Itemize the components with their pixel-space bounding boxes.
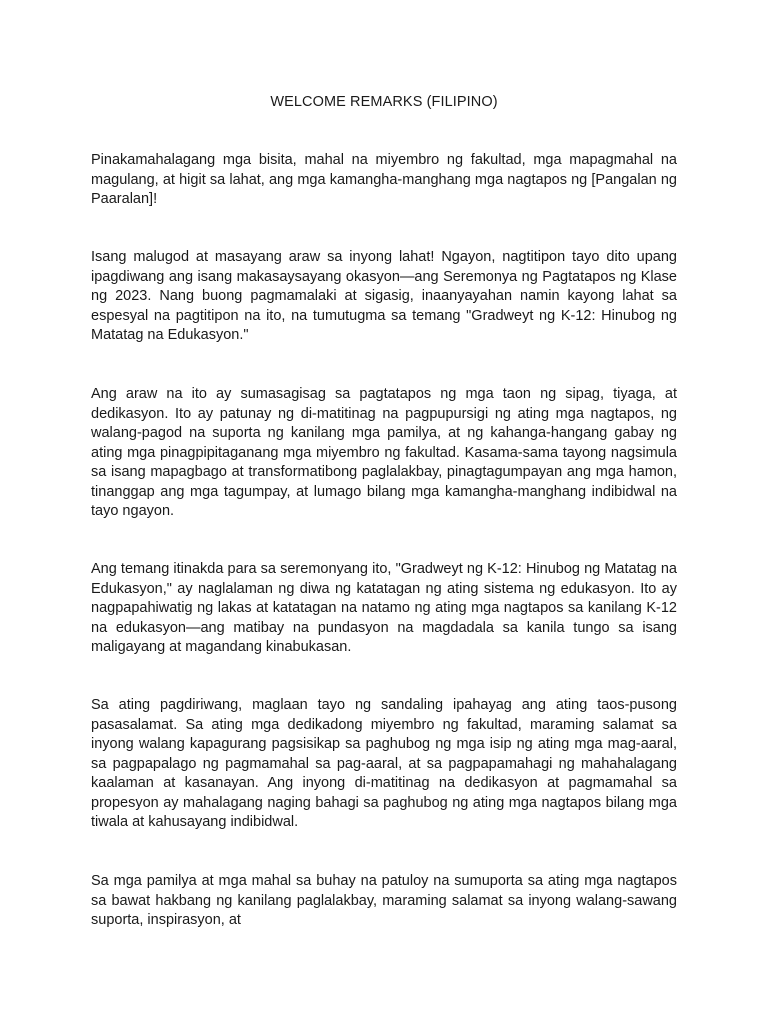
paragraph-significance: Ang araw na ito ay sumasagisag sa pagtatapos ng mga taon ng sipag, tiyaga, at dedikasyon. Ito ay patunay ng di-matitinag na pagpupursigi ng ating mga nagtapos, ng walang-pagod na suporta ng kanilang mga pamilya, at ng kahanga-hangang gabay ng ating mga pinagpipitaganang mga miyembro ng fakultad. Kasama-sama tayong nagsimula sa isang mapagbago at transformatibong paglalakbay, pinagtagumpayan ang mga hamon, tinanggap ang mga tagumpay, at lumago bilang mga kamangha-manghang indibidwal na tayo ngayon.	[91, 386, 677, 519]
paragraph-salutation: Pinakamahalagang mga bisita, mahal na miyembro ng fakultad, mga mapagmahal na magulang, at higit sa lahat, ang mga kamangha-manghang mga nagtapos ng [Pangalan ng Paaralan]!	[91, 152, 677, 207]
paragraph-greeting: Isang malugod at masayang araw sa inyong lahat! Ngayon, nagtitipon tayo dito upang ipagdiwang ang isang makasaysayang okasyon—ang Seremonya ng Pagtatapos ng Klase ng 2023. Nang buong pagmamalaki at sigasig, inaanyayahan namin kayong lahat sa espesyal na pagtitipon na ito, na tumutugma sa temang "Gradweyt ng K-12: Hinubog ng Matatag na Edukasyon."	[91, 249, 677, 343]
paragraph-gratitude-families: Sa mga pamilya at mga mahal sa buhay na patuloy na sumuporta sa ating mga nagtapos sa bawat hakbang ng kanilang paglalakbay, maraming salamat sa inyong walang-sawang suporta, inspirasyon, at	[91, 873, 677, 928]
paragraph-gratitude-faculty: Sa ating pagdiriwang, maglaan tayo ng sandaling ipahayag ang ating taos-pusong pasasalamat. Sa ating mga dedikadong miyembro ng fakultad, maraming salamat sa inyong walang kapagurang pagsisikap sa paghubog ng mga isip ng ating mga mag-aaral, sa pagpapalago ng pagmamahal sa pag-aaral, at sa pagpapamahagi ng mahahalagang kaalaman at kasanayan. Ang inyong di-matitinag na dedikasyon at pagmamahal sa propesyon ay mahalagang naging bahagi sa paghubog ng ating mga nagtapos bilang mga tiwala at kahusayang indibidwal.	[91, 697, 677, 830]
document-title: WELCOME REMARKS (FILIPINO)	[270, 94, 498, 110]
paragraph-theme: Ang temang itinakda para sa seremonyang ito, "Gradweyt ng K-12: Hinubog ng Matatag na Edukasyon," ay naglalaman ng diwa ng katatagan ng ating sistema ng edukasyon. Ito ay nagpapahiwatig ng lakas at katatagan na natamo ng ating mga nagtapos sa kanilang K-12 na edukasyon—ang matibay na pundasyon na magdadala sa kanila tungo sa isang maligayang at magandang kinabukasan.	[91, 561, 677, 655]
